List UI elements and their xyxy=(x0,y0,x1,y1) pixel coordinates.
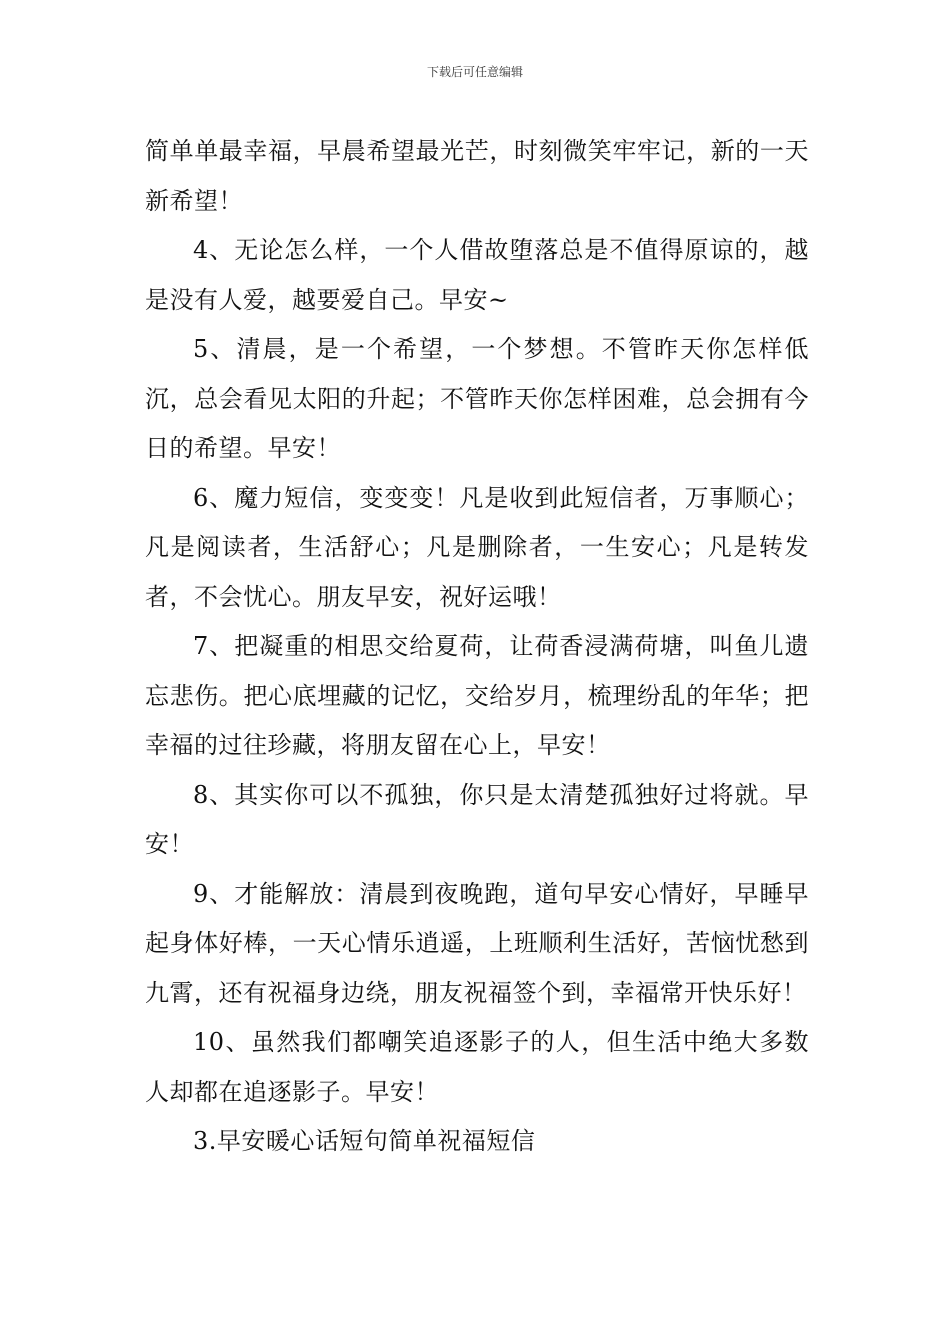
paragraph-item-9: 9、才能解放：清晨到夜晚跑，道句早安心情好，早睡早起身体好棒，一天心情乐逍遥，上班顺利生活好，苦恼忧愁到九霄，还有祝福身边绕，朋友祝福签个到，幸福常开快乐好！ xyxy=(145,879,809,1007)
paragraph-item-10: 10、虽然我们都嘲笑追逐影子的人，但生活中绝大多数人却都在追逐影子。早安！ xyxy=(145,1028,809,1106)
paragraph-item-6: 6、魔力短信，变变变！凡是收到此短信者，万事顺心；凡是阅读者，生活舒心；凡是删除者，一生安心；凡是转发者，不会忧心。朋友早安，祝好运哦！ xyxy=(145,483,809,611)
section-heading: 3.早安暖心话短句简单祝福短信 xyxy=(193,1127,536,1155)
paragraph-continuation: 简单单最幸福，早晨希望最光芒，时刻微笑牢牢记，新的一天新希望！ xyxy=(145,137,809,215)
paragraph-item-8: 8、其实你可以不孤独，你只是太清楚孤独好过将就。早安！ xyxy=(145,780,809,858)
paragraph-item-4: 4、无论怎么样，一个人借故堕落总是不值得原谅的，越是没有人爱，越要爱自己。早安~ xyxy=(145,236,809,314)
paragraph-item-5: 5、清晨，是一个希望，一个梦想。不管昨天你怎样低沉，总会看见太阳的升起；不管昨天你怎样困难，总会拥有今日的希望。早安！ xyxy=(145,335,809,462)
page-header-note: 下载后可任意编辑 xyxy=(426,65,523,79)
document-body xyxy=(145,127,809,1167)
paragraph-item-7: 7、把凝重的相思交给夏荷，让荷香浸满荷塘，叫鱼儿遗忘悲伤。把心底埋藏的记忆，交给岁月，梳理纷乱的年华；把幸福的过往珍藏，将朋友留在心上，早安！ xyxy=(145,632,809,759)
